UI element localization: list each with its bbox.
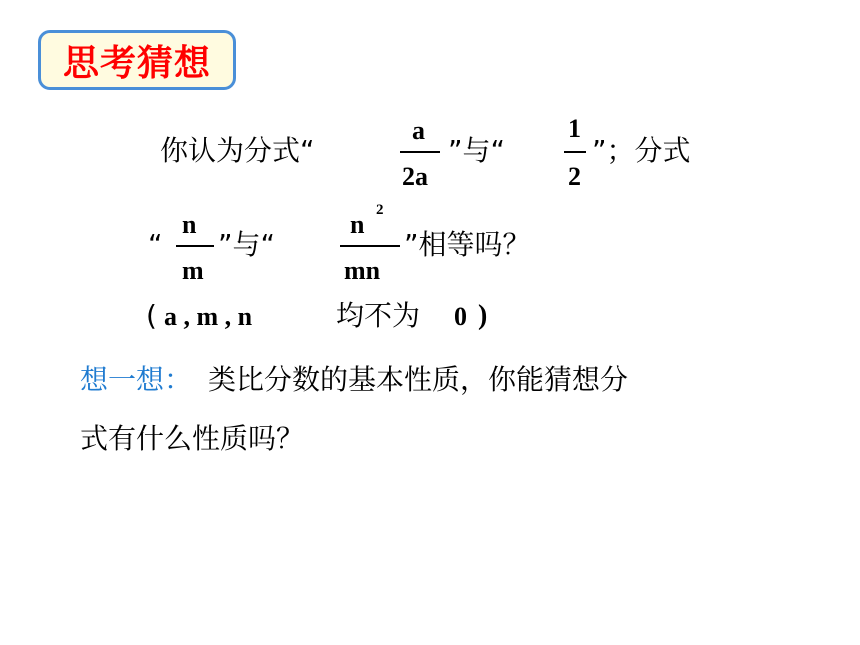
line2-suffix: ”相等吗？: [404, 228, 531, 261]
frac1-denominator: 2a: [402, 162, 428, 191]
page-title: 思考猜想: [62, 42, 211, 84]
line3-paren-open: (: [146, 299, 157, 332]
title-box: [38, 30, 236, 90]
line3-text: 均不为: [336, 299, 421, 332]
line3-paren-close: ): [478, 300, 488, 331]
frac4-numerator: n: [350, 210, 365, 239]
frac3-bar: [176, 245, 214, 247]
line1-prefix: 你认为分式“: [160, 134, 315, 167]
line1-suffix: ”；分式: [592, 134, 691, 167]
frac4-exponent: 2: [376, 202, 384, 218]
line2-open-quote: “: [148, 228, 163, 261]
frac3-denominator: m: [182, 256, 204, 285]
frac2-bar: [564, 151, 586, 153]
line2-mid: ”与“: [218, 228, 276, 261]
think-line2: 式有什么性质吗？: [80, 422, 305, 455]
frac1-numerator: a: [412, 116, 425, 145]
line3-vars: a , m , n: [164, 302, 253, 331]
think-line1: 类比分数的基本性质，你能猜想分: [208, 363, 629, 396]
frac4-denominator: mn: [344, 256, 381, 285]
frac3-numerator: n: [182, 210, 197, 239]
frac4-bar: [340, 245, 400, 247]
think-label: 想一想：: [80, 363, 193, 396]
frac1-bar: [400, 151, 440, 153]
frac2-denominator: 2: [568, 162, 581, 191]
line3-zero: 0: [454, 302, 467, 331]
frac2-numerator: 1: [568, 114, 581, 143]
line1-mid: ”与“: [448, 134, 506, 167]
